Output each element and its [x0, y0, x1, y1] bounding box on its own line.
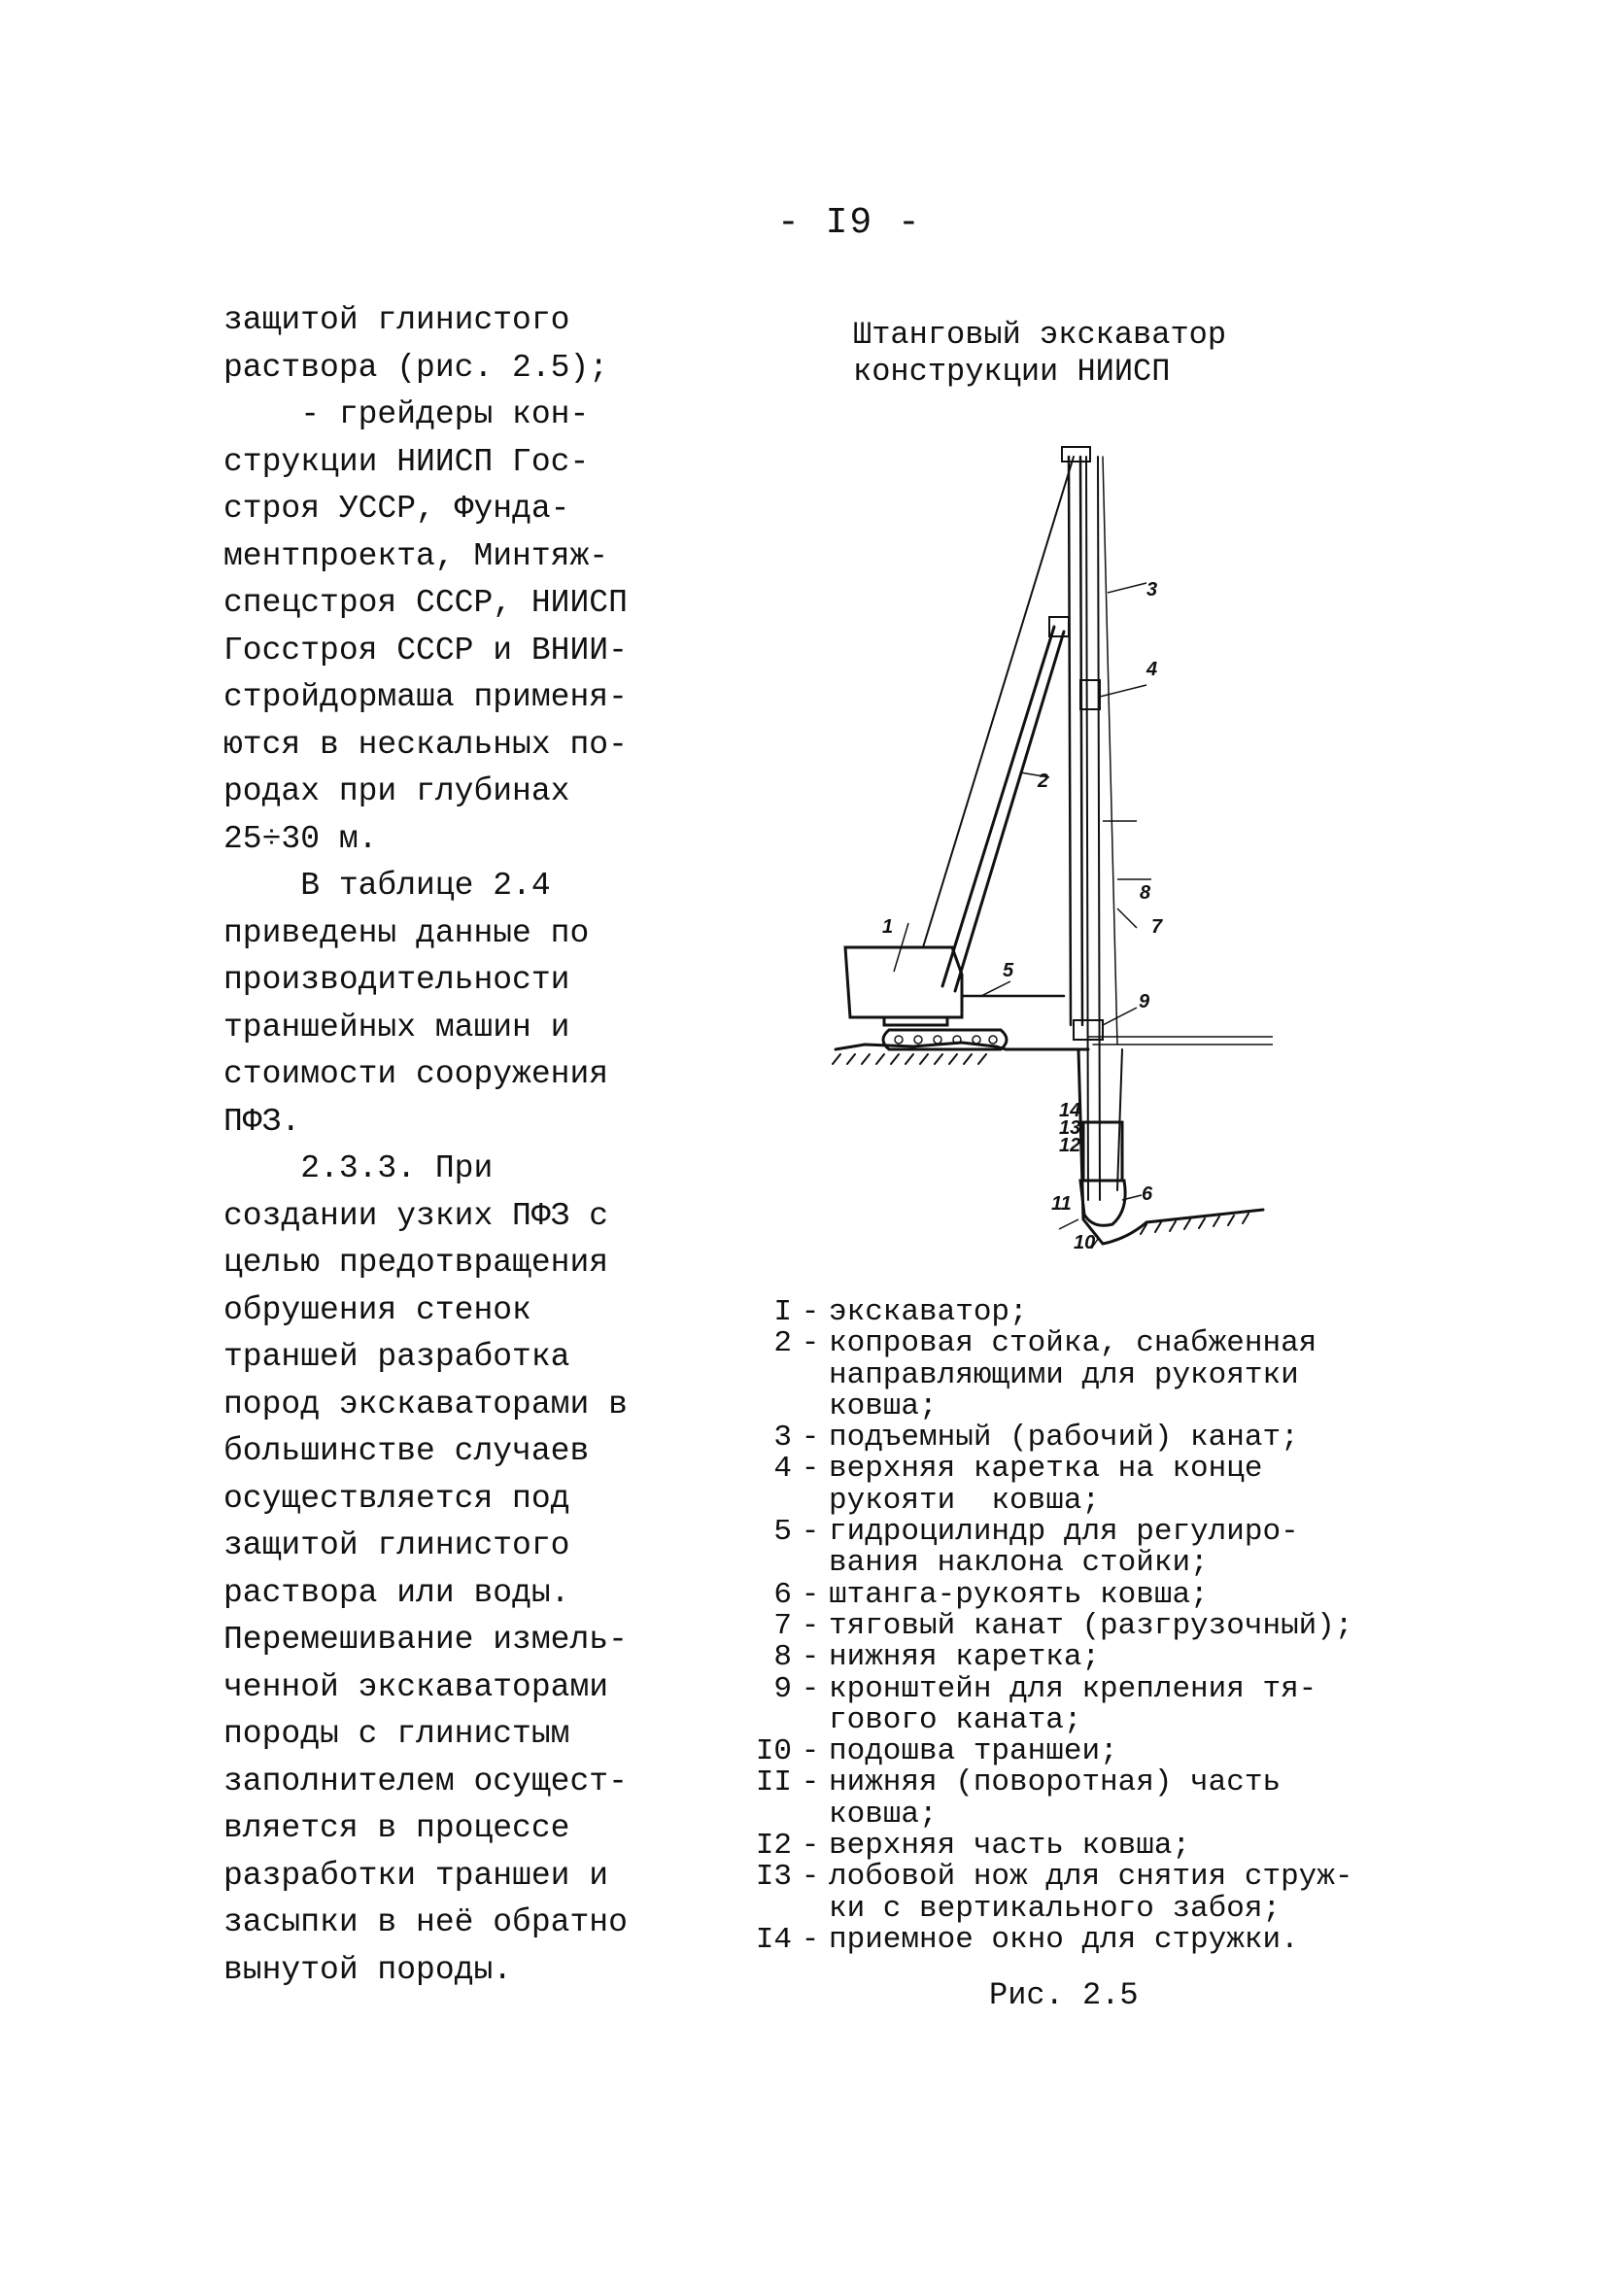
legend-text: подошва траншеи;: [829, 1734, 1118, 1769]
legend-number: 4: [773, 1452, 792, 1487]
callout-label: 7: [1151, 916, 1163, 938]
legend-text: верхняя часть ковша;: [829, 1829, 1191, 1864]
legend-item: I - экскаватор;: [748, 1297, 1448, 1328]
text-line: строя УССР, Фунда-: [223, 491, 570, 527]
text-line: вляется в процессе: [223, 1810, 570, 1846]
legend-item: 6 - штанга-рукоять ковша;: [748, 1580, 1448, 1611]
callout-label: 8: [1140, 882, 1151, 904]
legend-text: кронштейн для крепления тя-: [829, 1671, 1317, 1706]
text-line: раствора или воды.: [223, 1574, 570, 1611]
legend-number: 5: [773, 1515, 792, 1550]
legend-text: гидроцилиндр для регулиро-: [829, 1515, 1299, 1550]
legend-item: I4 - приемное окно для стружки.: [748, 1925, 1448, 1956]
legend-text: направляющими для рукоятки: [829, 1357, 1299, 1392]
stay-cable: [923, 457, 1074, 947]
bucket-upper: [1083, 1122, 1122, 1181]
text-line: защитой глинистого: [223, 302, 570, 338]
mast-upper-left: [1069, 457, 1071, 1025]
ground-hatch-left: [833, 1054, 986, 1064]
text-line: траншейных машин и: [223, 1009, 570, 1045]
callout-label: 9: [1139, 991, 1150, 1012]
figure-title-line: Штанговый экскаватор: [853, 317, 1227, 353]
text-line: породы с глинистым: [223, 1716, 570, 1752]
text-line: приведены данные по: [223, 914, 590, 951]
figure-legend: [748, 1297, 1448, 1956]
text-line: 25÷30 м.: [223, 820, 378, 857]
legend-text: нижняя (поворотная) часть: [829, 1765, 1282, 1800]
text-line: целью предотвращения: [223, 1245, 609, 1281]
text-line: засыпки в неё обратно: [223, 1904, 628, 1940]
callout-label: 14: [1059, 1100, 1081, 1121]
text-line: разработки траншеи и: [223, 1857, 609, 1894]
trench-bottom: [1103, 1210, 1263, 1244]
text-line: Госстроя СССР и ВНИИ-: [223, 632, 628, 668]
text-line: ченной экскаваторами: [223, 1668, 609, 1705]
callout-label: 10: [1074, 1232, 1096, 1249]
excavator-diagram: [826, 442, 1273, 1249]
callout-label: 1: [882, 916, 894, 938]
legend-text: приемное окно для стружки.: [829, 1922, 1299, 1957]
legend-text: верхняя каретка на конце: [829, 1452, 1263, 1487]
text-line: 2.3.3. При: [223, 1150, 494, 1186]
legend-number: 6: [773, 1577, 792, 1612]
legend-number: I0: [755, 1734, 792, 1769]
legend-text: экскаватор;: [829, 1295, 1028, 1329]
figure-title: [853, 317, 1226, 391]
water-surface: [1088, 1037, 1273, 1045]
legend-item: 2 - копровая стойка, снабженная направляющими для рукоятки ковша;: [748, 1328, 1448, 1422]
text-line: ПФЗ.: [223, 1103, 301, 1140]
callout-label: 5: [1003, 960, 1014, 981]
text-line: обрушения стенок: [223, 1291, 531, 1328]
legend-number: 2: [773, 1326, 792, 1361]
pull-cable: [1103, 457, 1117, 1045]
body-text-column: [223, 297, 680, 1994]
legend-text: копровая стойка, снабженная: [829, 1326, 1317, 1361]
text-line: большинстве случаев: [223, 1433, 590, 1469]
callout-label: 13: [1059, 1117, 1081, 1139]
legend-text: нижняя каретка;: [829, 1640, 1101, 1675]
legend-item: 9 - кронштейн для крепления тя- гового каната;: [748, 1674, 1448, 1737]
legend-number: I3: [755, 1860, 792, 1895]
text-line: стоимости сооружения: [223, 1056, 609, 1092]
text-line: спецстроя СССР, НИИСП: [223, 585, 628, 621]
figure-caption: Рис. 2.5: [989, 1977, 1139, 2013]
bucket-rod-right: [1098, 457, 1100, 1200]
legend-item: I2 - верхняя часть ковша;: [748, 1831, 1448, 1862]
text-line: струкции НИИСП Гос-: [223, 443, 590, 480]
legend-number: 9: [773, 1671, 792, 1706]
figure-title-line: конструкции НИИСП: [853, 354, 1171, 390]
text-line: траншей разработка: [223, 1339, 570, 1375]
bucket-lower: [1080, 1181, 1125, 1225]
legend-text: ковша;: [829, 1797, 938, 1832]
legend-number: I: [773, 1295, 792, 1329]
legend-text: штанга-рукоять ковша;: [829, 1577, 1209, 1612]
text-line: защитой глинистого: [223, 1527, 570, 1563]
text-line: ментпроекта, Минтяж-: [223, 537, 609, 574]
callout-label: 3: [1146, 579, 1158, 600]
text-line: ются в нескальных по-: [223, 726, 628, 763]
callout-label: 2: [1038, 771, 1049, 792]
callout-label: 11: [1051, 1193, 1072, 1215]
legend-number: 7: [773, 1608, 792, 1643]
legend-item: I3 - лобовой нож для снятия струж- ки с вертикального забоя;: [748, 1862, 1448, 1925]
text-line: В таблице 2.4: [223, 868, 551, 904]
legend-number: I2: [755, 1829, 792, 1864]
legend-text: вания наклона стойки;: [829, 1546, 1209, 1581]
legend-number: I4: [755, 1922, 792, 1957]
legend-item: II - нижняя (поворотная) часть ковша;: [748, 1767, 1448, 1831]
text-line: стройдормаша применя-: [223, 679, 628, 715]
track-wheels: [895, 1036, 997, 1044]
legend-text: ковша;: [829, 1388, 938, 1423]
mast-upper-right: [1080, 457, 1082, 1025]
legend-text: ки с вертикального забоя;: [829, 1891, 1282, 1926]
callout-label: 6: [1142, 1183, 1153, 1205]
text-line: производительности: [223, 962, 570, 998]
legend-item: 7 - тяговый канат (разгрузочный);: [748, 1611, 1448, 1642]
legend-text: гового каната;: [829, 1702, 1082, 1737]
legend-item: I0 - подошва траншеи;: [748, 1736, 1448, 1767]
text-line: осуществляется под: [223, 1480, 570, 1517]
bucket-rod-left: [1086, 457, 1088, 1200]
legend-number: II: [755, 1765, 792, 1800]
text-line: вынутой породы.: [223, 1951, 513, 1988]
text-line: заполнителем осущест-: [223, 1763, 628, 1799]
legend-item: 8 - нижняя каретка;: [748, 1642, 1448, 1673]
callout-label: 12: [1059, 1135, 1081, 1156]
legend-text: лобовой нож для снятия струж-: [829, 1860, 1353, 1895]
legend-text: тяговый канат (разгрузочный);: [829, 1608, 1353, 1643]
text-line: раствора (рис. 2.5);: [223, 349, 609, 386]
text-line: родах при глубинах: [223, 773, 570, 809]
callout-label: 4: [1146, 659, 1158, 680]
legend-text: рукояти ковша;: [829, 1483, 1101, 1518]
page-number: - I9 -: [777, 202, 922, 244]
legend-item: 4 - верхняя каретка на конце рукояти ковша;: [748, 1454, 1448, 1517]
boom: [942, 627, 1064, 991]
text-line: пород экскаваторами в: [223, 1386, 628, 1422]
legend-number: 8: [773, 1640, 792, 1675]
legend-number: 3: [773, 1421, 792, 1456]
legend-item: 3 - подъемный (рабочий) канат;: [748, 1422, 1448, 1454]
upper-carriage: [1080, 680, 1100, 709]
excavator-base: [884, 1017, 947, 1025]
text-line: создании узких ПФЗ с: [223, 1197, 609, 1234]
text-line: - грейдеры кон-: [223, 396, 590, 432]
text-line: Перемешивание измель-: [223, 1622, 628, 1658]
legend-text: подъемный (рабочий) канат;: [829, 1421, 1299, 1456]
legend-item: 5 - гидроцилиндр для регулиро- вания наклона стойки;: [748, 1517, 1448, 1580]
